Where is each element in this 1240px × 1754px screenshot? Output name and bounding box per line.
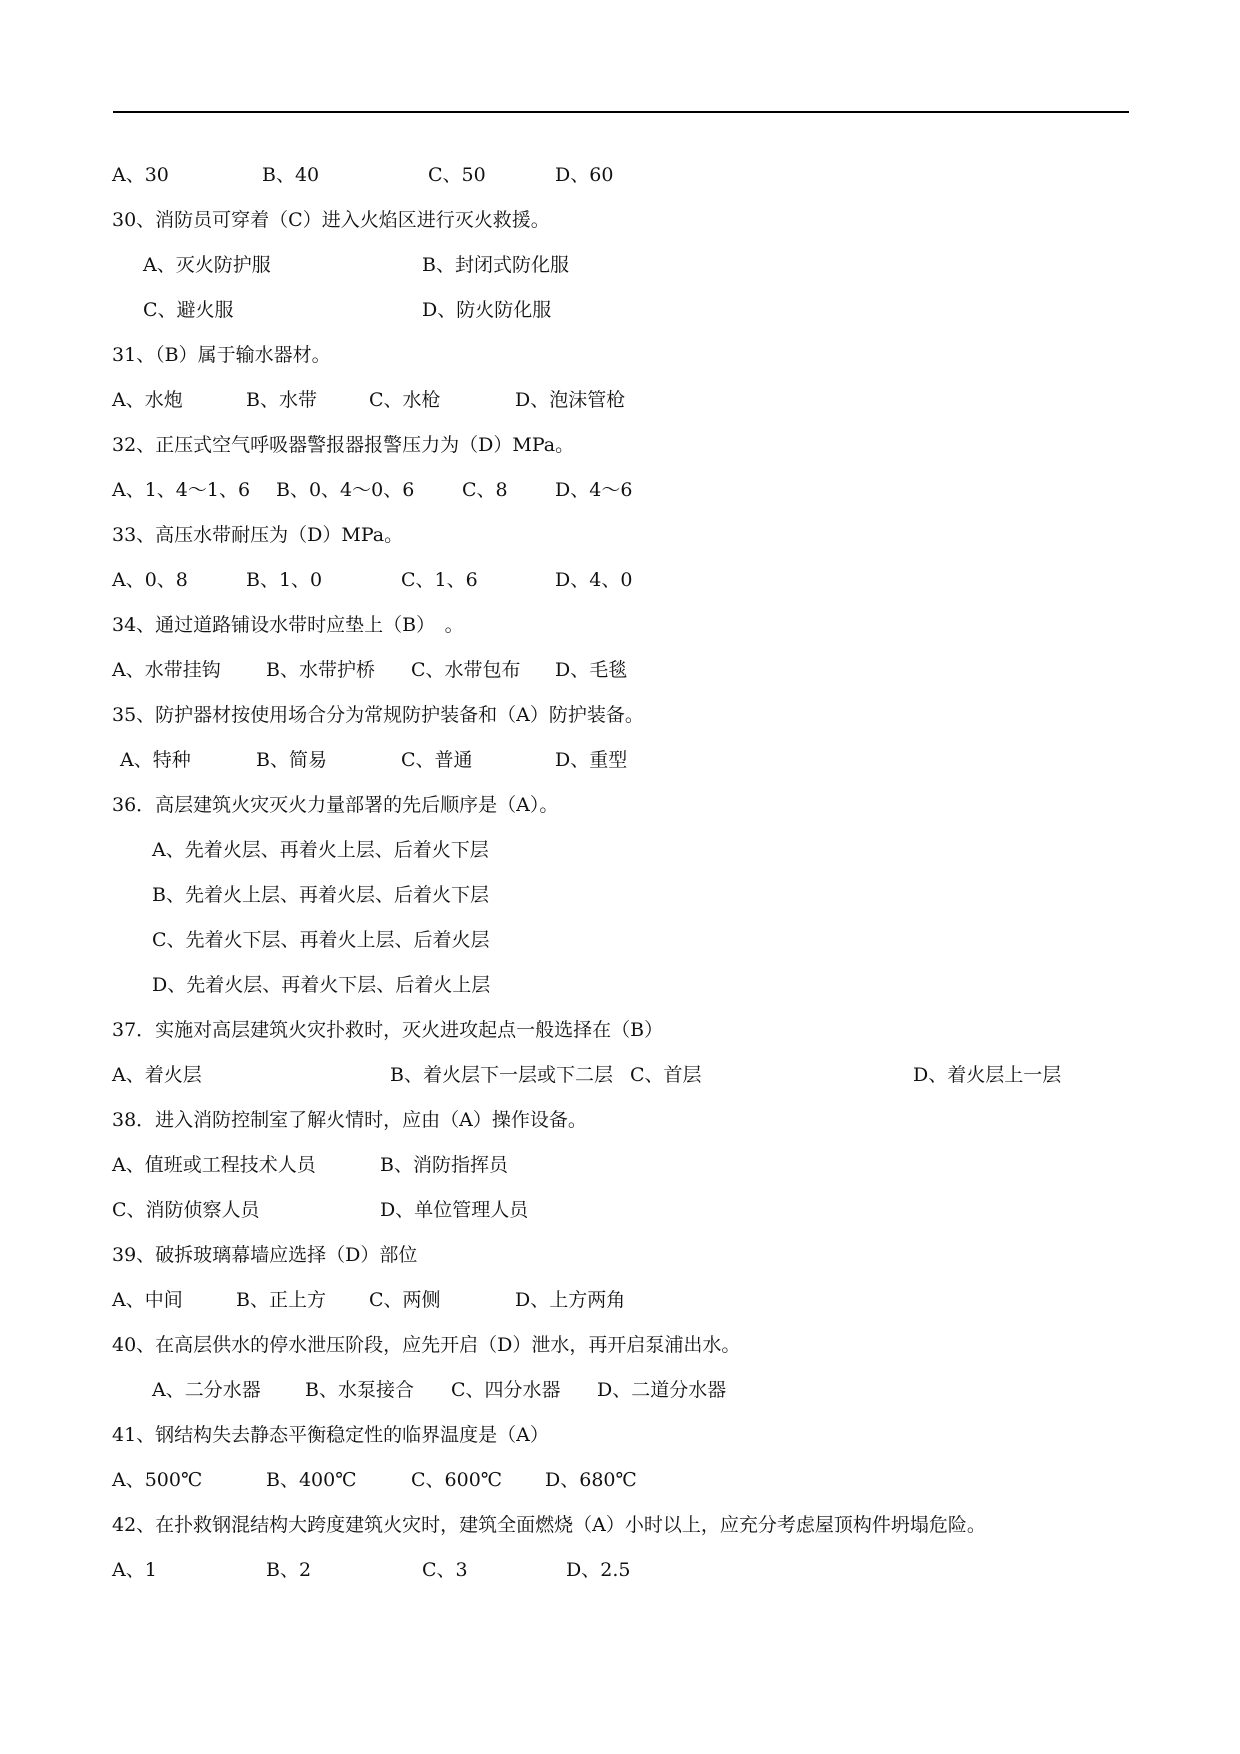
- text-line: C、避火服: [143, 299, 234, 321]
- text-line: A、值班或工程技术人员: [112, 1154, 316, 1176]
- question: 34、通过道路铺设水带时应垫上（B） 。: [112, 614, 464, 636]
- text-line: B、消防指挥员: [380, 1154, 508, 1176]
- text-line: D、重型: [555, 749, 628, 771]
- question: 35、防护器材按使用场合分为常规防护装备和（A）防护装备。: [112, 704, 644, 726]
- text-line: C、水带包布: [411, 659, 521, 681]
- question: 38．进入消防控制室了解火情时，应由（A）操作设备。: [112, 1109, 587, 1131]
- text-line: D、680℃: [545, 1469, 637, 1491]
- text-line: B、水泵接合: [305, 1379, 414, 1401]
- text-line: B、水带: [246, 389, 317, 411]
- question: 42、在扑救钢混结构大跨度建筑火灾时，建筑全面燃烧（A）小时以上，应充分考虑屋顶构件坍塌危险。: [112, 1514, 986, 1536]
- text-line: B、2: [266, 1559, 312, 1581]
- question: 36．高层建筑火灾灭火力量部署的先后顺序是（A）。: [112, 794, 559, 816]
- text-line: B、简易: [256, 749, 327, 771]
- text-line: A、特种: [120, 749, 191, 771]
- text-line: B、0、4～0、6: [276, 479, 415, 501]
- question: 41、钢结构失去静态平衡稳定性的临界温度是（A）: [112, 1424, 549, 1446]
- text-line: A、水炮: [112, 389, 183, 411]
- text-line: C、水枪: [369, 389, 441, 411]
- question: 32、正压式空气呼吸器警报器报警压力为（D）MPa。: [112, 434, 575, 456]
- text-line: B、1、0: [246, 569, 323, 591]
- text-line: B、正上方: [236, 1289, 326, 1311]
- text-line: D、着火层上一层: [913, 1064, 1062, 1086]
- text-line: D、泡沫管枪: [515, 389, 626, 411]
- text-line: D、单位管理人员: [380, 1199, 529, 1221]
- question: 40、在高层供水的停水泄压阶段，应先开启（D）泄水，再开启泵浦出水。: [112, 1334, 741, 1356]
- text-line: D、4、0: [555, 569, 633, 591]
- text-line: C、先着火下层、再着火上层、后着火层: [152, 929, 490, 951]
- text-line: D、60: [555, 164, 614, 186]
- question: 39、破拆玻璃幕墙应选择（D）部位: [112, 1244, 418, 1266]
- text-line: B、水带护桥: [266, 659, 375, 681]
- text-line: A、1: [112, 1559, 157, 1581]
- text-line: A、500℃: [112, 1469, 203, 1491]
- question: 37．实施对高层建筑火灾扑救时，灭火进攻起点一般选择在（B）: [112, 1019, 664, 1041]
- text-line: A、二分水器: [152, 1379, 261, 1401]
- text-line: B、先着火上层、再着火层、后着火下层: [152, 884, 489, 906]
- text-line: A、水带挂钩: [112, 659, 221, 681]
- text-line: D、防火防化服: [422, 299, 552, 321]
- text-line: D、先着火层、再着火下层、后着火上层: [152, 974, 491, 996]
- text-line: A、着火层: [112, 1064, 202, 1086]
- text-line: A、1、4～1、6: [112, 479, 251, 501]
- text-line: C、3: [422, 1559, 468, 1581]
- text-line: D、上方两角: [515, 1289, 626, 1311]
- text-line: C、四分水器: [451, 1379, 561, 1401]
- text-line: A、30: [112, 164, 169, 186]
- text-line: C、50: [428, 164, 486, 186]
- text-line: D、4～6: [555, 479, 633, 501]
- text-line: B、封闭式防化服: [422, 254, 569, 276]
- text-line: C、首层: [630, 1064, 702, 1086]
- text-line: C、两侧: [369, 1289, 441, 1311]
- text-line: C、8: [462, 479, 508, 501]
- question: 30、消防员可穿着（C）进入火焰区进行灭火救援。: [112, 209, 550, 231]
- text-line: C、600℃: [411, 1469, 503, 1491]
- text-line: B、40: [262, 164, 320, 186]
- text-line: B、着火层下一层或下二层: [390, 1064, 613, 1086]
- text-line: A、中间: [112, 1289, 183, 1311]
- text-line: D、2.5: [566, 1559, 631, 1581]
- text-line: B、400℃: [266, 1469, 357, 1491]
- text-line: A、灭火防护服: [143, 254, 271, 276]
- text-line: C、普通: [401, 749, 473, 771]
- text-line: D、毛毯: [555, 659, 628, 681]
- text-line: A、先着火层、再着火上层、后着火下层: [152, 839, 489, 861]
- question: 33、高压水带耐压为（D）MPa。: [112, 524, 404, 546]
- question: 31、（B）属于输水器材。: [112, 344, 331, 366]
- text-line: C、消防侦察人员: [112, 1199, 260, 1221]
- header-rule: [113, 111, 1129, 113]
- text-line: C、1、6: [401, 569, 478, 591]
- text-line: D、二道分水器: [597, 1379, 727, 1401]
- text-line: A、0、8: [112, 569, 188, 591]
